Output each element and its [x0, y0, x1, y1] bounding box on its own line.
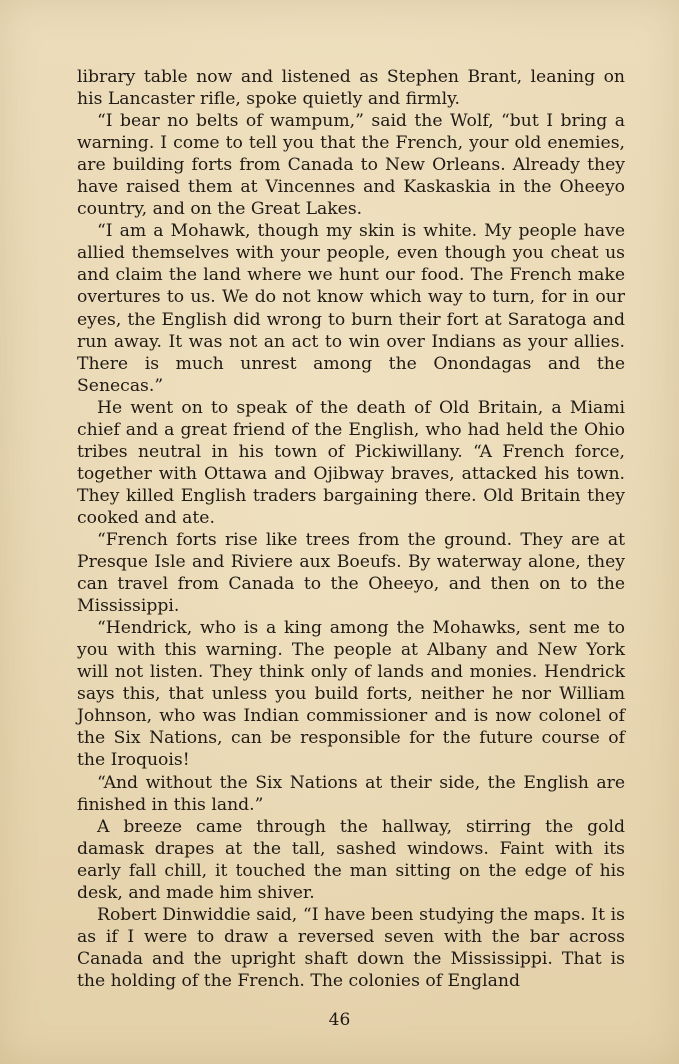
paragraph-5: “French forts rise like trees from the ground. They are at Presque Isle and Riviere aux Boeufs. By waterway alone, they can travel from Canada to the Oheeyo, and then on to the Mississippi. [77, 529, 625, 617]
paragraph-9: Robert Dinwiddie said, “I have been studying the maps. It is as if I were to draw a reversed seven with the bar across Canada and the upright shaft down the Mississippi. That is the holding of the French. The colonies of England [77, 904, 625, 991]
paragraph-1: library table now and listened as Stephen Brant, leaning on his Lancaster rifle, spoke quietly and firmly. [77, 67, 625, 110]
paragraph-4: He went on to speak of the death of Old Britain, a Miami chief and a great friend of the English, who had held the Ohio tribes neutral in his town of Pickiwillany. “A French force, together with Ottawa and Ojibway braves, attacked his town. They killed English traders bargaining there. Old Britain they cooked and ate. [77, 397, 625, 528]
body-text [77, 66, 625, 992]
paragraph-2: “I bear no belts of wampum,” said the Wolf, “but I bring a warning. I come to tell you that the French, your old enemies, are building forts from Canada to New Orleans. Already they have raised them at Vincennes and Kaskaskia in the Oheeyo country, and on the Great Lakes. [77, 111, 625, 220]
paragraph-6: “Hendrick, who is a king among the Mohawks, sent me to you with this warning. The people at Albany and New York will not listen. They think only of lands and monies. Hendrick says this, that unless you build forts, neither he nor William Johnson, who was Indian commissioner and is now colonel of the Six Nations, can be responsible for the future course of the Iroquois! [77, 618, 625, 771]
page-number: 46 [328, 1010, 351, 1030]
paragraph-8: A breeze came through the hallway, stirring the gold damask drapes at the tall, sashed windows. Faint with its early fall chill, it touched the man sitting on the edge of his desk, and made him shiver. [77, 816, 625, 903]
paragraph-7: “And without the Six Nations at their side, the English are finished in this land.” [77, 772, 625, 815]
paragraph-3: “I am a Mohawk, though my skin is white. My people have allied themselves with your people, even though you cheat us and claim the land where we hunt our food. The French make overtures to us. We do not know which way to turn, for in our eyes, the English did wrong to burn their fort at Saratoga and run away. It was not an act to win over Indians as your allies. There is much unrest among the Onondagas and the Senecas.” [77, 221, 625, 396]
